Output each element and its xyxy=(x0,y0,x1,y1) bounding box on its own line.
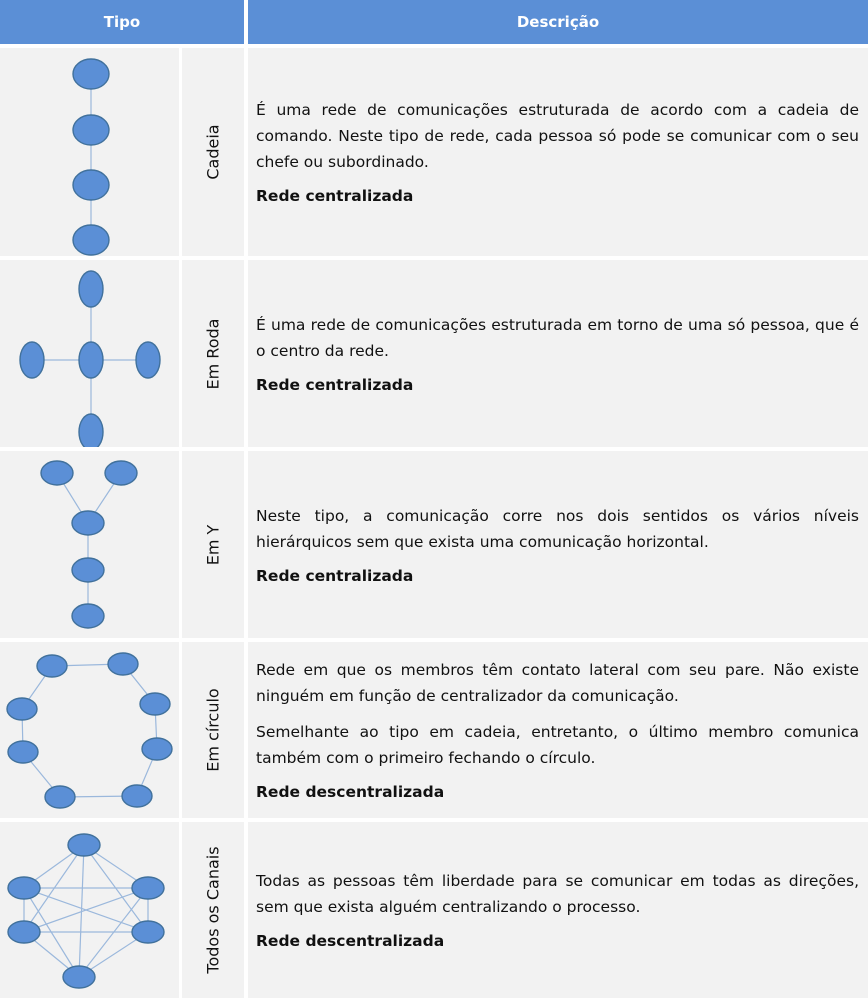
description-cell xyxy=(248,822,868,998)
type-name-cell xyxy=(182,260,244,447)
network-classification: Rede centralizada xyxy=(256,566,414,585)
type-name-cell xyxy=(182,822,244,998)
circle-network-graphic xyxy=(0,642,179,818)
diagram-em-y xyxy=(0,451,179,638)
type-name: Em círculo xyxy=(203,688,223,772)
network-classification: Rede centralizada xyxy=(256,375,414,394)
chain-network-graphic xyxy=(0,48,179,256)
type-name: Cadeia xyxy=(203,124,223,180)
header-descricao: Descrição xyxy=(248,0,868,44)
network-classification: Rede centralizada xyxy=(256,187,414,205)
type-name: Em Roda xyxy=(203,318,223,389)
type-name-cell xyxy=(182,48,244,256)
type-name: Todos os Canais xyxy=(203,846,223,974)
type-name-cell xyxy=(182,642,244,818)
header-tipo: Tipo xyxy=(0,0,244,44)
wheel-network-graphic xyxy=(0,260,179,447)
network-classification: Rede descentralizada xyxy=(256,783,445,801)
diagram-todos-os-canais xyxy=(0,822,179,998)
description-cell xyxy=(248,451,868,638)
description-paragraph: Todas as pessoas têm liberdade para se comunicar em todas as direções, sem que exista alguém centralizando o processo. xyxy=(256,872,859,916)
description-cell xyxy=(248,48,868,256)
description-paragraph: Semelhante ao tipo em cadeia, entretanto, o último membro comunica também com o primeiro fechando o círculo. xyxy=(256,723,859,767)
y-network-graphic xyxy=(0,451,179,638)
diagram-cadeia xyxy=(0,48,179,256)
type-name: Em Y xyxy=(203,524,223,565)
description-paragraph: É uma rede de comunicações estruturada em torno de uma só pessoa, que é o centro da rede. xyxy=(256,315,859,360)
type-name-cell xyxy=(182,451,244,638)
description-cell xyxy=(248,642,868,818)
network-classification: Rede descentralizada xyxy=(256,932,445,950)
diagram-em-roda xyxy=(0,260,179,447)
description-paragraph: É uma rede de comunicações estruturada de acordo com a cadeia de comando. Neste tipo de rede, cada pessoa só pode se comunicar com o seu chefe ou subordinado. xyxy=(256,101,859,171)
description-cell xyxy=(248,260,868,447)
description-paragraph: Rede em que os membros têm contato lateral com seu pare. Não existe ninguém em função de centralizador da comunicação. xyxy=(256,661,859,705)
diagram-em-circulo xyxy=(0,642,179,818)
description-paragraph: Neste tipo, a comunicação corre nos dois sentidos os vários níveis hierárquicos sem que exista uma comunicação horizontal. xyxy=(256,506,859,551)
all-channel-network-graphic xyxy=(0,822,179,998)
